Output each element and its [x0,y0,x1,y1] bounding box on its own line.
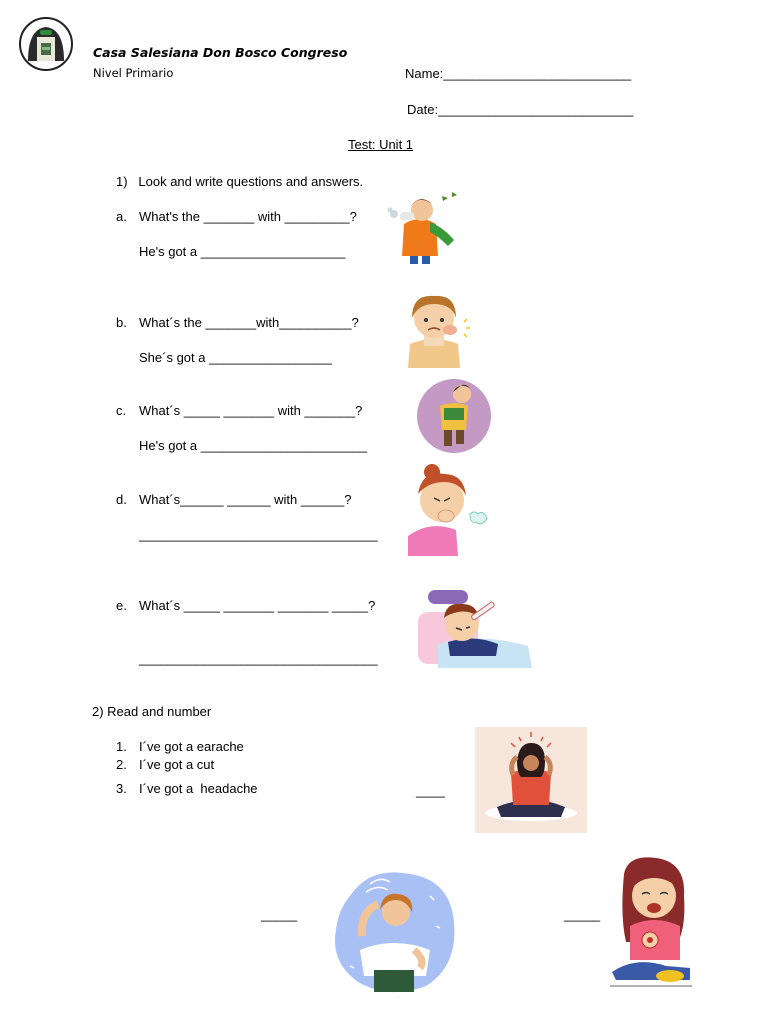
question-b[interactable]: What´s the _______with__________? [139,315,359,330]
answer-e[interactable]: _________________________________ [139,651,378,666]
boy-sneezing-illustration [382,188,462,266]
answer-a[interactable]: He's got a ____________________ [139,244,346,259]
item-letter: b. [116,315,127,330]
list-number: 1. [116,739,127,754]
sentence-cut: I´ve got a cut [139,757,215,772]
girl-cut-illustration [606,856,696,990]
girl-toothache-illustration [398,286,478,370]
question-a[interactable]: What's the _______ with _________? [139,209,357,224]
answer-b[interactable]: She´s got a _________________ [139,350,333,365]
answer-d[interactable]: _________________________________ [139,527,378,542]
boy-stomachache-illustration [414,376,494,454]
question-c[interactable]: What´s _____ _______ with _______? [139,403,363,418]
girl-coughing-illustration [400,460,496,556]
section2-instruction: 2) Read and number [92,704,212,719]
test-title: Test: Unit 1 [348,137,414,152]
list-number: 3. [116,781,127,796]
item-letter: a. [116,209,127,224]
item-letter: c. [116,403,127,418]
school-level: Nivel Primario [93,66,174,80]
date-field[interactable]: Date:___________________________ [407,102,634,117]
school-name: Casa Salesiana Don Bosco Congreso [93,45,348,60]
number-blank-1[interactable]: ____ [416,783,445,798]
list-number: 2. [116,757,127,772]
woman-earache-illustration [330,866,458,994]
question-e[interactable]: What´s _____ _______ _______ _____? [139,598,376,613]
name-field[interactable]: Name:__________________________ [405,66,632,81]
girl-fever-illustration [418,588,532,668]
item-letter: d. [116,492,127,507]
number-blank-2[interactable]: _____ [261,907,298,922]
number-blank-3[interactable]: _____ [564,907,601,922]
sentence-headache: I´ve got a headache [139,781,258,796]
question-d[interactable]: What´s______ ______ with ______? [139,492,352,507]
school-logo [18,17,74,71]
sentence-earache: I´ve got a earache [139,739,244,754]
item-letter: e. [116,598,127,613]
section1-instruction: 1) Look and write questions and answers. [116,174,364,189]
woman-headache-illustration [475,727,587,833]
answer-c[interactable]: He's got a _______________________ [139,438,368,453]
